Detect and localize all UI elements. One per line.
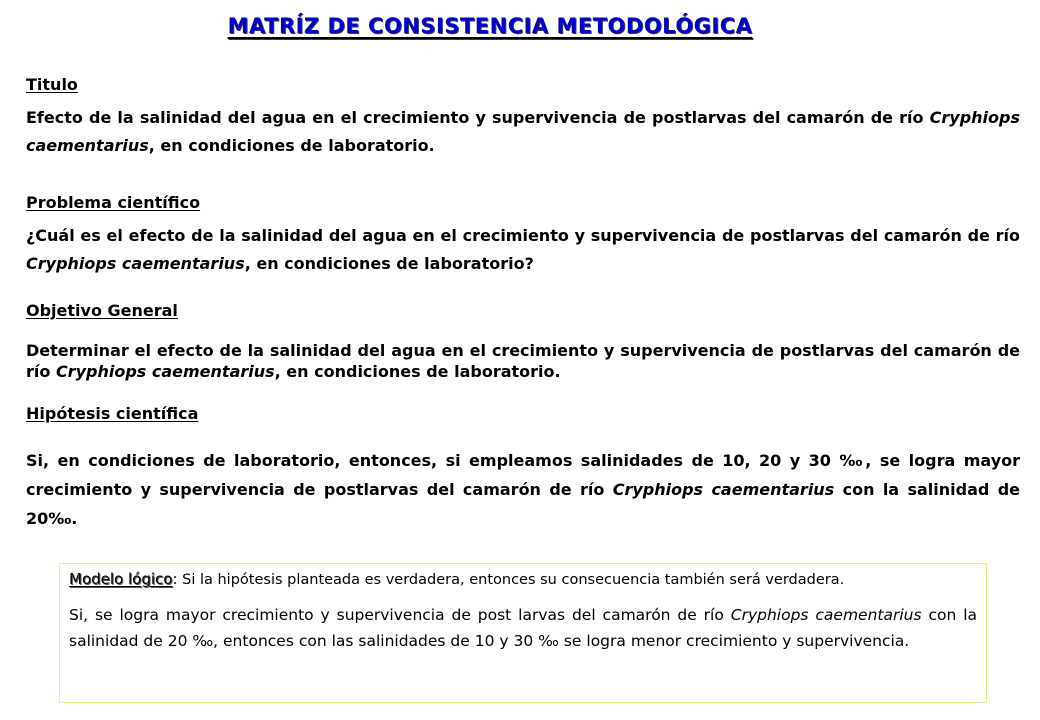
- modelo-logico-intro-text: Si la hipótesis planteada es verdadera, entonces su consecuencia también será verdadera.: [177, 572, 845, 588]
- problema-heading: Problema científico: [26, 193, 201, 212]
- modelo-logico-heading: Modelo lógico: [69, 570, 173, 588]
- problema-species: Cryphiops caementarius: [26, 254, 245, 273]
- titulo-text-end: , en condiciones de laboratorio.: [148, 136, 435, 155]
- problema-text-start: ¿Cuál es el efecto de la salinidad del agua en el crecimiento y supervivencia de postlarvas del camarón de río: [26, 226, 1020, 245]
- objetivo-heading: Objetivo General: [26, 301, 178, 320]
- modelo-logico-text: [69, 602, 977, 654]
- titulo-text: [26, 104, 1020, 160]
- hipotesis-species: Cryphiops caementarius: [612, 480, 835, 499]
- titulo-species: Cryphiops caementarius: [26, 108, 1020, 155]
- titulo-text-start: Efecto de la salinidad del agua en el crecimiento y supervivencia de postlarvas del camarón de río: [26, 108, 930, 127]
- problema-text: [26, 222, 1020, 278]
- page-title: MATRÍZ DE CONSISTENCIA METODOLÓGICA: [227, 14, 753, 38]
- hipotesis-heading: Hipótesis científica: [26, 404, 199, 423]
- modelo-text-start: Si, se logra mayor crecimiento y supervivencia de post larvas del camarón de río: [69, 606, 731, 624]
- modelo-logico-box: [59, 563, 987, 703]
- hipotesis-text-start: Si, en condiciones de laboratorio, entonces, si empleamos salinidades de 10, 20 y 30 ‰, se logra mayor crecimiento y supervivencia de postlarvas del camarón de río: [26, 451, 1020, 499]
- titulo-heading: Titulo: [26, 75, 78, 94]
- modelo-logico-colon: :: [172, 570, 178, 588]
- objetivo-text: [26, 340, 1020, 382]
- modelo-text-end: con la salinidad de 20 ‰, entonces con las salinidades de 10 y 30 ‰ se logra menor crecimiento y supervivencia.: [69, 606, 977, 650]
- modelo-species: Cryphiops caementarius: [730, 606, 922, 624]
- problema-text-end: , en condiciones de laboratorio?: [244, 254, 534, 273]
- modelo-logico-intro: [69, 570, 977, 588]
- objetivo-species: Cryphiops caementarius: [55, 362, 275, 381]
- hipotesis-text-end: con la salinidad de 20‰.: [26, 480, 1021, 528]
- hipotesis-text: [26, 446, 1020, 533]
- objetivo-text-start: Determinar el efecto de la salinidad del agua en el crecimiento y supervivencia de postlarvas del camarón de río: [26, 341, 1020, 381]
- objetivo-text-end: , en condiciones de laboratorio.: [274, 362, 561, 381]
